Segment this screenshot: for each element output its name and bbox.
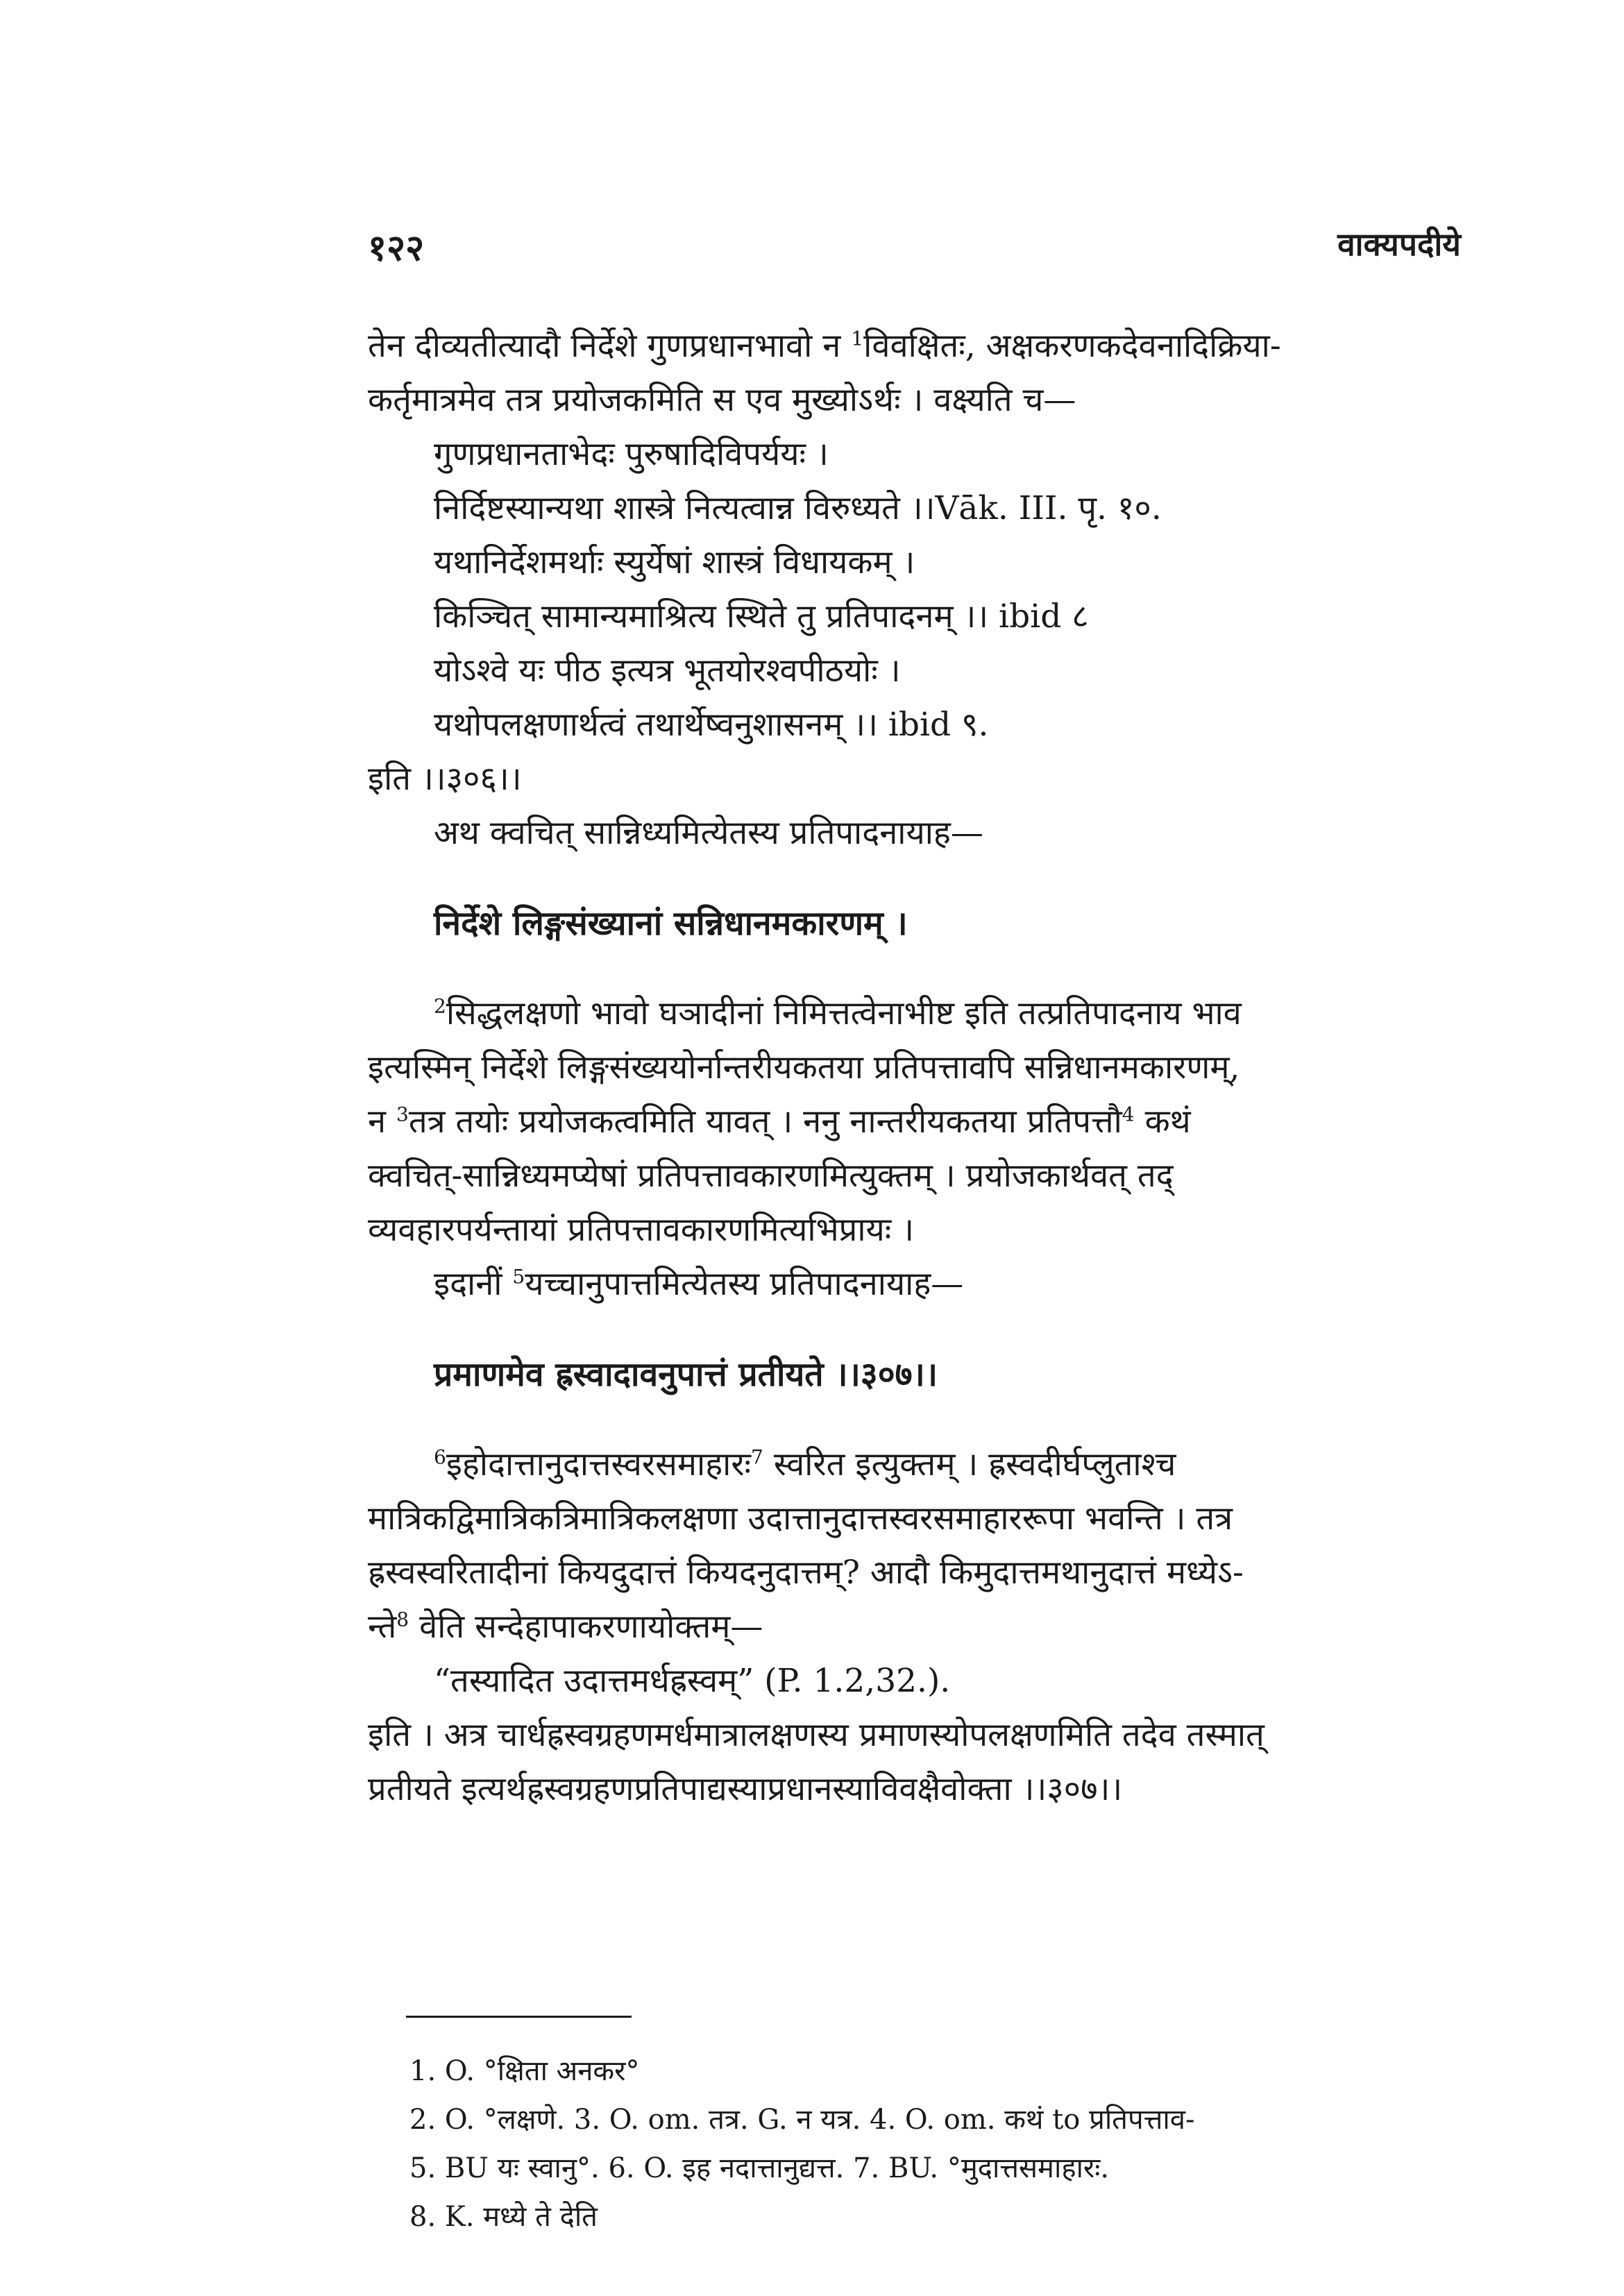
verse-line: यथोपलक्षणार्थत्वं तथार्थेष्वनुशासनम् ।। ibid ९. (434, 706, 989, 744)
karika-heading: निर्देशे लिङ्गसंख्यानां सन्निधानमकारणम् । (434, 904, 908, 943)
text-line: इति । अत्र चार्धह्रस्वग्रहणमर्धमात्रालक्षणस्य प्रमाणस्योपलक्षणमिति तदेव तस्मात् (368, 1716, 1264, 1754)
text-span: विवक्षितः, अक्षकरणकदेवनादिक्रिया- (863, 327, 1281, 365)
footnote-marker: 6 (434, 1445, 446, 1469)
text-span: इदानीं (434, 1265, 502, 1303)
text-line: कर्तृमात्रमेव तत्र प्रयोजकमिति स एव मुख्योऽर्थः । वक्ष्यति च— (368, 381, 1076, 419)
text-line: अथ क्वचित् सान्निध्यमित्येतस्य प्रतिपादनायाह— (434, 814, 983, 852)
footnotes (409, 2047, 1194, 2241)
text-span: यच्चानुपात्तमित्येतस्य प्रतिपादनायाह— (525, 1265, 964, 1303)
text-line (368, 1257, 1464, 1311)
text-line: व्यवहारपर्यन्तायां प्रतिपत्तावकारणमित्यभिप्रायः । (368, 1211, 915, 1249)
text-span: सिद्धलक्षणो भावो घञादीनां निमित्तत्वेनाभीष्ट इति तत्प्रतिपादनाय भाव (446, 994, 1242, 1032)
footnote-marker: 3 (396, 1103, 409, 1126)
text-line: प्रतीयते इत्यर्थह्रस्वग्रहणप्रतिपाद्यस्याप्रधानस्याविवक्षैवोक्ता ।।३०७।। (368, 1770, 1123, 1808)
text-line (368, 1095, 1464, 1149)
footnote-divider (406, 2016, 632, 2018)
text-span: तेन दीव्यतीत्यादौ निर्देशे गुणप्रधानभावो न (368, 327, 841, 365)
verse-end-marker: इति ।।३०६।। (368, 760, 522, 798)
running-head: वाक्यपदीये (1337, 226, 1461, 263)
text-line (368, 1600, 1464, 1654)
verse-line: योऽश्वे यः पीठ इत्यत्र भूतयोरश्वपीठयोः । (434, 652, 901, 690)
text-span: स्वरित इत्युक्तम् । ह्रस्वदीर्घप्लुताश्च (773, 1445, 1176, 1483)
footnote: 5. BU यः स्वानु°. 6. O. इह नदात्तानुद्यत्त. 7. BU. °मुदात्तसमाहारः. (409, 2152, 1110, 2184)
text-span: कथं (1144, 1103, 1191, 1141)
text-line: इत्यस्मिन् निर्देशे लिङ्गसंख्ययोर्नान्तरीयकतया प्रतिपत्तावपि सन्निधानमकारणम्, (368, 1048, 1240, 1087)
verse-line: यथानिर्देशमर्थाः स्युर्येषां शास्त्रं विधायकम् । (434, 543, 915, 581)
verse-line: गुणप्रधानताभेदः पुरुषादिविपर्ययः । (434, 435, 829, 473)
footnote: 2. O. °लक्षणे. 3. O. om. तत्र. G. न यत्र. 4. O. om. कथं to प्रतिपत्ताव- (409, 2104, 1195, 2136)
karika-heading: प्रमाणमेव ह्रस्वादावनुपात्तं प्रतीयते ।।३०७।। (434, 1355, 938, 1394)
text-line (368, 987, 1464, 1041)
text-span: न्ते (368, 1608, 397, 1646)
footnote-marker: 4 (1122, 1103, 1135, 1126)
text-line (368, 319, 1464, 373)
footnote-marker: 1 (851, 327, 864, 350)
footnote-marker: 7 (751, 1445, 763, 1469)
footnote: 8. K. मध्ये ते देति (409, 2201, 598, 2233)
text-line: मात्रिकद्विमात्रिकत्रिमात्रिकलक्षणा उदात्तानुदात्तस्वरसमाहाररूपा भवन्ति । तत्र (368, 1499, 1233, 1538)
text-line: क्वचित्-सान्निध्यमप्येषां प्रतिपत्तावकारणमित्युक्तम् । प्रयोजकार्थवत् तद् (368, 1157, 1174, 1195)
quotation-line: “तस्यादित उदात्तमर्धह्रस्वम्” (P. 1.2,32.). (434, 1662, 951, 1700)
text-line (368, 1438, 1464, 1492)
text-line: ह्रस्वस्वरितादीनां कियदुदात्तं कियदनुदात्तम्? आदौ किमुदात्तमथानुदात्तं मध्येऽ- (368, 1554, 1244, 1592)
text-span: वेति सन्देहापाकरणायोक्तम्— (419, 1608, 763, 1646)
main-text (368, 319, 1464, 1817)
verse-line: निर्दिष्टस्यान्यथा शास्त्रे नित्यत्वान्न विरुध्यते ।।Vāk. III. पृ. १०. (434, 489, 1162, 527)
text-span: इहोदात्तानुदात्तस्वरसमाहारः (446, 1445, 752, 1483)
footnote-marker: 8 (396, 1608, 409, 1631)
page-number: १२२ (368, 227, 425, 269)
footnote-marker: 5 (512, 1265, 525, 1289)
text-span: तत्र तयोः प्रयोजकत्वमिति यावत् । ननु नान्तरीयकतया प्रतिपत्तौ (408, 1103, 1122, 1141)
footnote-marker: 2 (434, 994, 446, 1018)
footnote: 1. O. °क्षिता अनकर° (409, 2055, 640, 2087)
text-span: न (368, 1103, 387, 1141)
verse-line: किञ्चित् सामान्यमाश्रित्य स्थिते तु प्रतिपादनम् ।। ibid ८ (434, 597, 1089, 636)
page-header (368, 222, 1461, 278)
